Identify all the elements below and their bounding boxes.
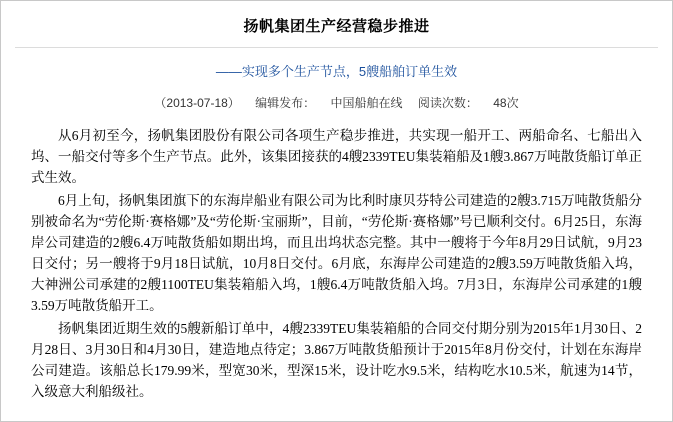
editor-label: 编辑发布： <box>255 96 316 110</box>
article-paragraph: 扬帆集团近期生效的5艘新船订单中，4艘2339TEU集装箱船的合同交付期分别为2015年1月30日、2月28日、3月30日和4月30日，建造地点待定；3.867万吨散货船预计于2015年8月份交付，计划在东海岸公司建造。该船总长179.99米，型宽30米，型深15米，设计吃水9.5米，结构吃水10.5米，航速为14节，入级意大利船级社。 <box>31 321 642 399</box>
views-label: 阅读次数： <box>417 96 478 110</box>
article-body <box>31 125 642 402</box>
article-paragraph: 6月上旬，扬帆集团旗下的东海岸船业有限公司为比利时康贝芬特公司建造的2艘3.715万吨散货船分别被命名为“劳伦斯·赛格娜”及“劳伦斯·宝丽斯”，目前，“劳伦斯·赛格娜”号已顺利交付。6月25日，东海岸公司建造的2艘6.4万吨散货船如期出坞，而且出坞状态完整。其中一艘将于今年8月29日试航，9月23日交付；另一艘将于9月18日试航，10月8日交付。6月底，东海岸公司建造的2艘3.59万吨散货船入坞，大神洲公司承建的2艘1100TEU集装箱船入坞，1艘6.4万吨散货船入坞。7月3日，东海岸公司承建的1艘3.59万吨散货船开工。 <box>31 193 642 313</box>
title-divider <box>15 47 658 48</box>
publish-date: （2013-07-18） <box>154 96 240 110</box>
page-title: 扬帆集团生产经营稳步推进 <box>243 18 430 35</box>
article-paragraph: 从6月初至今，扬帆集团股份有限公司各项生产稳步推进，共实现一船开工、两船命名、七船出入坞、一船交付等多个生产节点。此外，该集团接获的4艘2339TEU集装箱船及1艘3.867万吨散货船订单正式生效。 <box>31 128 642 185</box>
editor-value: 中国船舶在线 <box>330 96 403 110</box>
article-meta <box>1 94 672 111</box>
article-subtitle: ——实现多个生产节点，5艘船舶订单生效 <box>215 64 458 79</box>
views-count: 48次 <box>493 96 519 110</box>
